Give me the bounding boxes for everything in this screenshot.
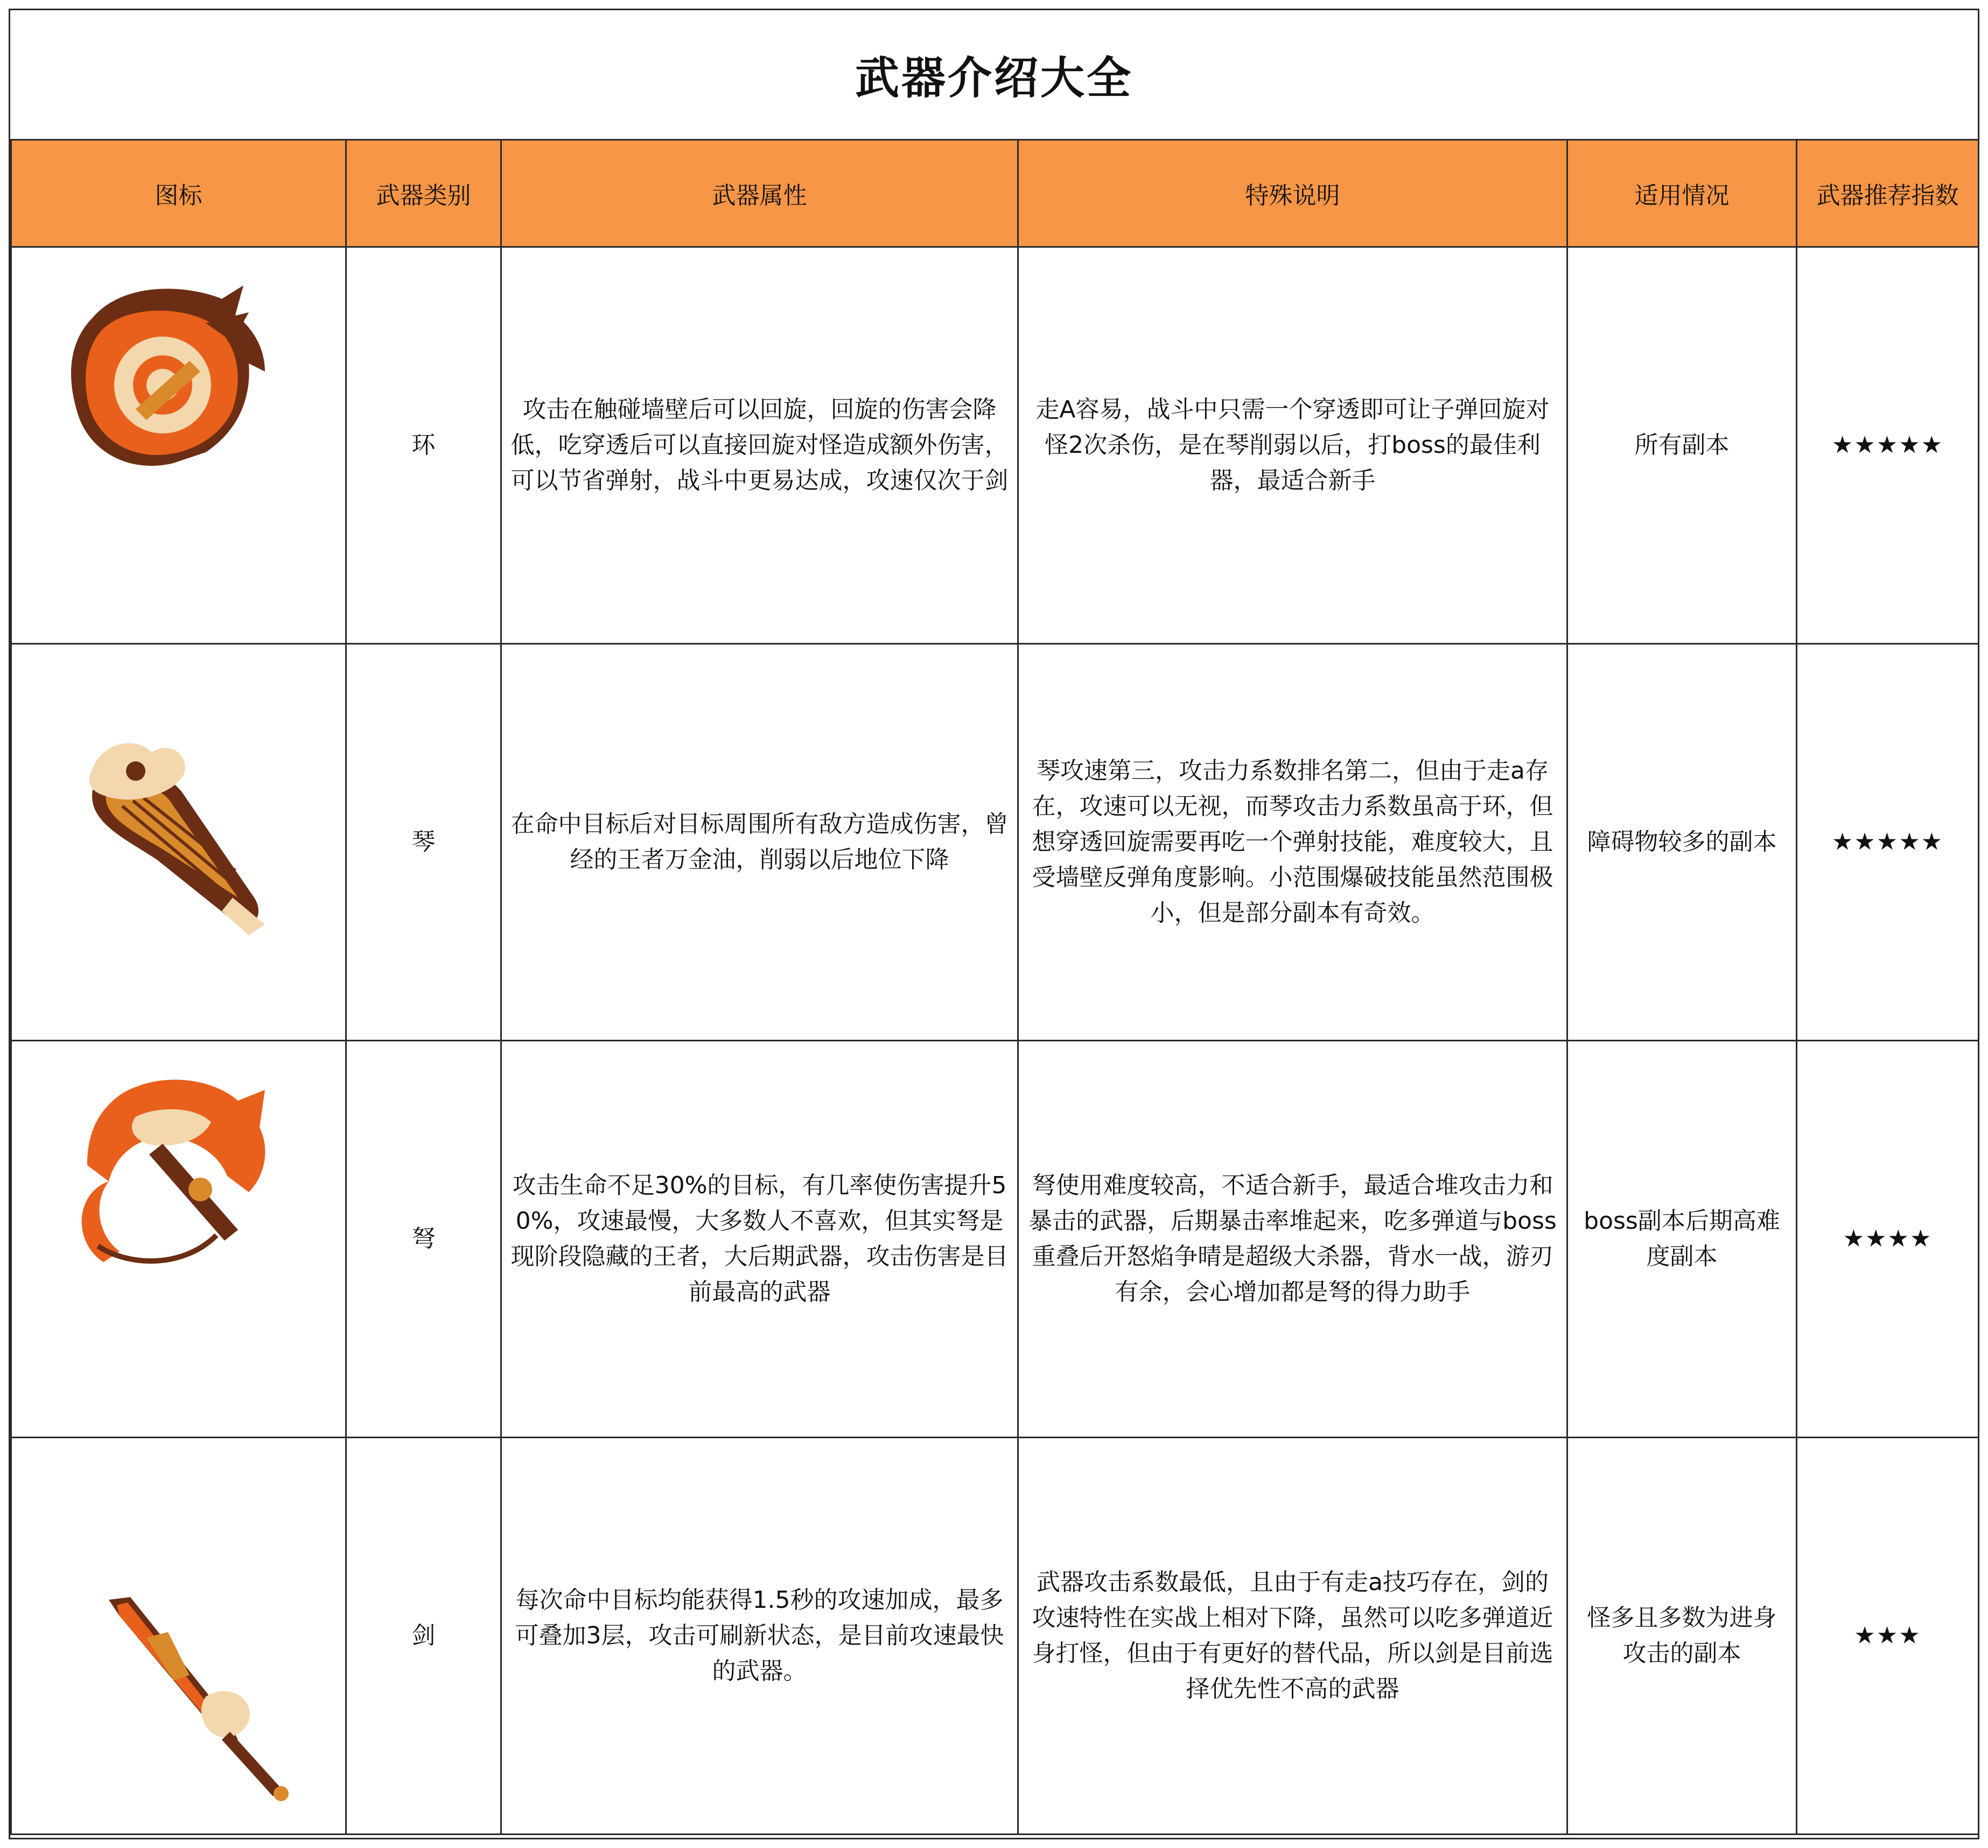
header-icon: 图标 bbox=[11, 140, 346, 247]
weapon-rating: ★★★★★ bbox=[1797, 247, 1979, 644]
sword-weapon-icon bbox=[12, 1438, 347, 1833]
crossbow-weapon-icon bbox=[12, 1041, 347, 1437]
icon-cell bbox=[11, 644, 346, 1041]
table-row bbox=[11, 247, 1979, 644]
header-usage: 适用情况 bbox=[1567, 140, 1797, 247]
weapon-attribute: 在命中目标后对目标周围所有敌方造成伤害，曾经的王者万金油，削弱以后地位下降 bbox=[501, 644, 1018, 1041]
weapon-category: 剑 bbox=[346, 1438, 501, 1835]
header-attribute: 武器属性 bbox=[501, 140, 1018, 247]
weapon-rating: ★★★★ bbox=[1797, 1041, 1979, 1438]
weapon-note: 武器攻击系数最低，且由于有走a技巧存在，剑的攻速特性在实战上相对下降，虽然可以吃多弹道近身打怪，但由于有更好的替代品，所以剑是目前选择优先性不高的武器 bbox=[1018, 1438, 1567, 1835]
harp-weapon-icon bbox=[12, 645, 347, 1040]
table-row bbox=[11, 1041, 1979, 1438]
weapon-usage: 所有副本 bbox=[1567, 247, 1797, 644]
weapon-category: 环 bbox=[346, 247, 501, 644]
weapon-rating: ★★★★★ bbox=[1797, 644, 1979, 1041]
page-title: 武器介绍大全 bbox=[855, 53, 1133, 104]
weapon-category: 弩 bbox=[346, 1041, 501, 1438]
table-row bbox=[11, 1438, 1979, 1835]
header-category: 武器类别 bbox=[346, 140, 501, 247]
weapon-table bbox=[10, 139, 1979, 1835]
weapon-attribute: 攻击生命不足30%的目标，有几率使伤害提升50%，攻速最慢，大多数人不喜欢，但其实弩是现阶段隐藏的王者，大后期武器，攻击伤害是目前最高的武器 bbox=[501, 1041, 1018, 1438]
weapon-note: 走A容易，战斗中只需一个穿透即可让子弹回旋对怪2次杀伤，是在琴削弱以后，打boss的最佳利器，最适合新手 bbox=[1018, 247, 1567, 644]
weapon-attribute: 每次命中目标均能获得1.5秒的攻速加成，最多可叠加3层，攻击可刷新状态，是目前攻速最快的武器。 bbox=[501, 1438, 1018, 1835]
weapon-category: 琴 bbox=[346, 644, 501, 1041]
weapon-note: 琴攻速第三，攻击力系数排名第二，但由于走a存在，攻速可以无视，而琴攻击力系数虽高于环，但想穿透回旋需要再吃一个弹射技能，难度较大，且受墙壁反弹角度影响。小范围爆破技能虽然范围极小，但是部分副本有奇效。 bbox=[1018, 644, 1567, 1041]
weapon-usage: 障碍物较多的副本 bbox=[1567, 644, 1797, 1041]
weapon-note: 弩使用难度较高，不适合新手，最适合堆攻击力和暴击的武器，后期暴击率堆起来，吃多弹道与boss重叠后开怒焰争晴是超级大杀器，背水一战，游刃有余，会心增加都是弩的得力助手 bbox=[1018, 1041, 1567, 1438]
icon-cell bbox=[11, 1438, 346, 1835]
weapon-rating: ★★★ bbox=[1797, 1438, 1979, 1835]
weapon-attribute: 攻击在触碰墙壁后可以回旋，回旋的伤害会降低，吃穿透后可以直接回旋对怪造成额外伤害，可以节省弹射，战斗中更易达成，攻速仅次于剑 bbox=[501, 247, 1018, 644]
title-row bbox=[10, 10, 1978, 141]
header-row bbox=[11, 140, 1979, 247]
table-row bbox=[11, 644, 1979, 1041]
header-rating: 武器推荐指数 bbox=[1797, 140, 1979, 247]
ring-weapon-icon bbox=[12, 248, 347, 643]
icon-cell bbox=[11, 1041, 346, 1438]
header-note: 特殊说明 bbox=[1018, 140, 1567, 247]
weapon-table-sheet bbox=[9, 9, 1979, 1839]
icon-cell bbox=[11, 247, 346, 644]
weapon-usage: boss副本后期高难度副本 bbox=[1567, 1041, 1797, 1438]
weapon-usage: 怪多且多数为进身攻击的副本 bbox=[1567, 1438, 1797, 1835]
